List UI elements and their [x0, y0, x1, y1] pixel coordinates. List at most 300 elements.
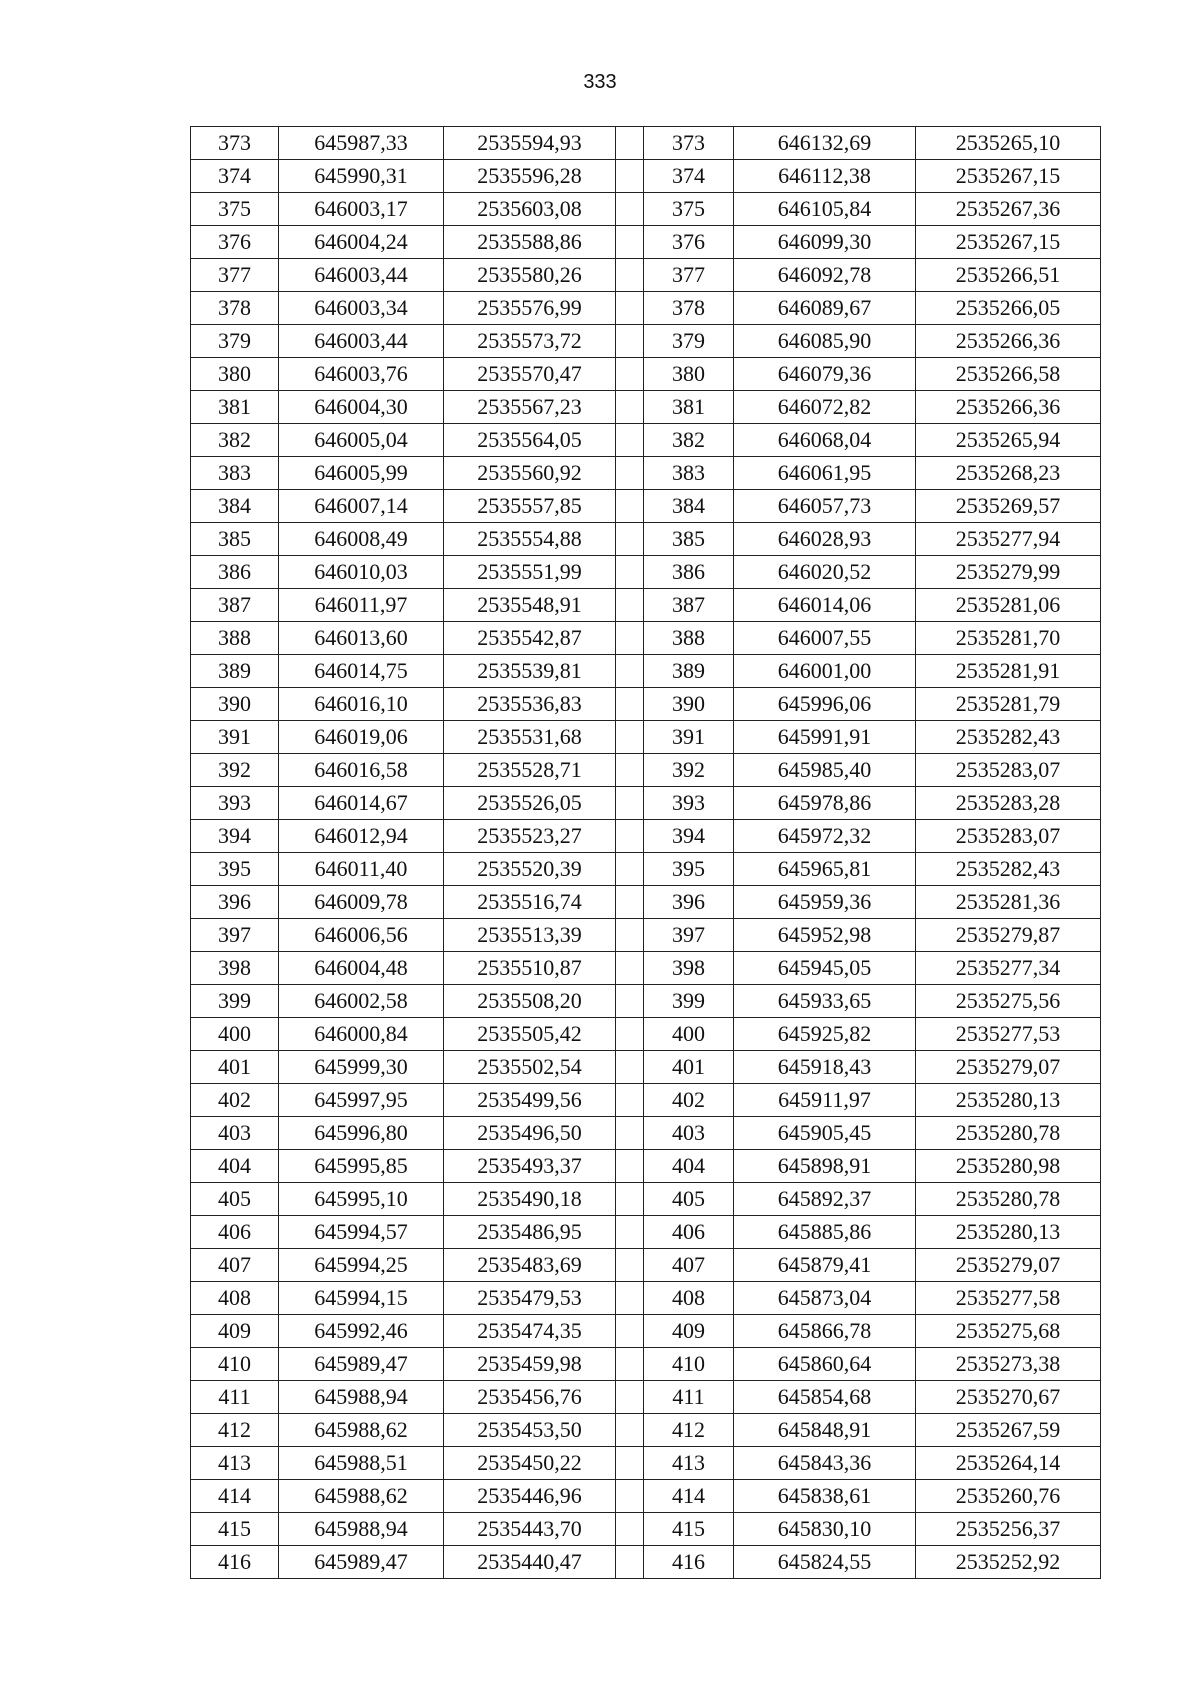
left-y-coordinate: 2535474,35 [444, 1315, 616, 1348]
separator-cell [616, 160, 644, 193]
left-point-number: 416 [191, 1546, 279, 1579]
separator-cell [616, 292, 644, 325]
right-x-coordinate: 646007,55 [734, 622, 916, 655]
right-y-coordinate: 2535281,06 [916, 589, 1101, 622]
separator-cell [616, 985, 644, 1018]
left-point-number: 409 [191, 1315, 279, 1348]
table-row [191, 1348, 1101, 1381]
left-point-number: 399 [191, 985, 279, 1018]
left-x-coordinate: 645988,94 [279, 1513, 444, 1546]
left-x-coordinate: 646005,04 [279, 424, 444, 457]
table-row [191, 655, 1101, 688]
right-y-coordinate: 2535280,78 [916, 1183, 1101, 1216]
table-row [191, 1216, 1101, 1249]
left-point-number: 392 [191, 754, 279, 787]
right-y-coordinate: 2535280,78 [916, 1117, 1101, 1150]
left-x-coordinate: 646016,10 [279, 688, 444, 721]
left-point-number: 376 [191, 226, 279, 259]
table-row [191, 556, 1101, 589]
left-x-coordinate: 645995,10 [279, 1183, 444, 1216]
right-y-coordinate: 2535268,23 [916, 457, 1101, 490]
right-point-number: 388 [644, 622, 734, 655]
table-row [191, 952, 1101, 985]
right-x-coordinate: 645933,65 [734, 985, 916, 1018]
left-x-coordinate: 645994,57 [279, 1216, 444, 1249]
left-x-coordinate: 645988,94 [279, 1381, 444, 1414]
left-y-coordinate: 2535542,87 [444, 622, 616, 655]
left-y-coordinate: 2535453,50 [444, 1414, 616, 1447]
left-y-coordinate: 2535560,92 [444, 457, 616, 490]
left-x-coordinate: 646012,94 [279, 820, 444, 853]
right-x-coordinate: 645996,06 [734, 688, 916, 721]
left-y-coordinate: 2535510,87 [444, 952, 616, 985]
right-y-coordinate: 2535277,58 [916, 1282, 1101, 1315]
right-x-coordinate: 646001,00 [734, 655, 916, 688]
left-y-coordinate: 2535490,18 [444, 1183, 616, 1216]
table-row [191, 1018, 1101, 1051]
left-x-coordinate: 645988,62 [279, 1480, 444, 1513]
right-x-coordinate: 645911,97 [734, 1084, 916, 1117]
page-number: 333 [583, 71, 617, 93]
right-point-number: 396 [644, 886, 734, 919]
right-x-coordinate: 645972,32 [734, 820, 916, 853]
table-row [191, 490, 1101, 523]
left-x-coordinate: 646003,17 [279, 193, 444, 226]
left-point-number: 374 [191, 160, 279, 193]
left-y-coordinate: 2535603,08 [444, 193, 616, 226]
right-y-coordinate: 2535264,14 [916, 1447, 1101, 1480]
left-x-coordinate: 646005,99 [279, 457, 444, 490]
left-y-coordinate: 2535548,91 [444, 589, 616, 622]
right-y-coordinate: 2535267,36 [916, 193, 1101, 226]
left-y-coordinate: 2535588,86 [444, 226, 616, 259]
left-x-coordinate: 646004,24 [279, 226, 444, 259]
left-y-coordinate: 2535508,20 [444, 985, 616, 1018]
separator-cell [616, 853, 644, 886]
left-point-number: 405 [191, 1183, 279, 1216]
left-point-number: 382 [191, 424, 279, 457]
right-point-number: 389 [644, 655, 734, 688]
left-x-coordinate: 646014,75 [279, 655, 444, 688]
right-x-coordinate: 645848,91 [734, 1414, 916, 1447]
separator-cell [616, 523, 644, 556]
right-y-coordinate: 2535256,37 [916, 1513, 1101, 1546]
right-x-coordinate: 646105,84 [734, 193, 916, 226]
separator-cell [616, 358, 644, 391]
right-point-number: 376 [644, 226, 734, 259]
right-point-number: 390 [644, 688, 734, 721]
table-row [191, 292, 1101, 325]
right-point-number: 380 [644, 358, 734, 391]
left-y-coordinate: 2535486,95 [444, 1216, 616, 1249]
table-row [191, 391, 1101, 424]
separator-cell [616, 820, 644, 853]
right-point-number: 405 [644, 1183, 734, 1216]
left-x-coordinate: 645988,62 [279, 1414, 444, 1447]
left-y-coordinate: 2535554,88 [444, 523, 616, 556]
right-x-coordinate: 645985,40 [734, 754, 916, 787]
left-point-number: 383 [191, 457, 279, 490]
left-point-number: 407 [191, 1249, 279, 1282]
table-row [191, 589, 1101, 622]
right-y-coordinate: 2535281,79 [916, 688, 1101, 721]
left-point-number: 412 [191, 1414, 279, 1447]
separator-cell [616, 1546, 644, 1579]
right-y-coordinate: 2535280,13 [916, 1216, 1101, 1249]
right-point-number: 409 [644, 1315, 734, 1348]
right-point-number: 398 [644, 952, 734, 985]
left-point-number: 411 [191, 1381, 279, 1414]
table-row [191, 1282, 1101, 1315]
right-point-number: 381 [644, 391, 734, 424]
right-x-coordinate: 645925,82 [734, 1018, 916, 1051]
right-y-coordinate: 2535283,28 [916, 787, 1101, 820]
right-y-coordinate: 2535275,56 [916, 985, 1101, 1018]
right-point-number: 385 [644, 523, 734, 556]
right-x-coordinate: 646092,78 [734, 259, 916, 292]
left-x-coordinate: 646011,40 [279, 853, 444, 886]
left-y-coordinate: 2535456,76 [444, 1381, 616, 1414]
table-row [191, 160, 1101, 193]
left-y-coordinate: 2535580,26 [444, 259, 616, 292]
left-point-number: 393 [191, 787, 279, 820]
left-point-number: 404 [191, 1150, 279, 1183]
table-row [191, 754, 1101, 787]
right-x-coordinate: 645885,86 [734, 1216, 916, 1249]
left-point-number: 414 [191, 1480, 279, 1513]
right-y-coordinate: 2535265,94 [916, 424, 1101, 457]
right-x-coordinate: 646099,30 [734, 226, 916, 259]
separator-cell [616, 688, 644, 721]
right-point-number: 387 [644, 589, 734, 622]
left-x-coordinate: 646003,76 [279, 358, 444, 391]
table-row [191, 1381, 1101, 1414]
right-point-number: 392 [644, 754, 734, 787]
right-point-number: 400 [644, 1018, 734, 1051]
left-y-coordinate: 2535536,83 [444, 688, 616, 721]
table-row [191, 523, 1101, 556]
separator-cell [616, 721, 644, 754]
right-x-coordinate: 646057,73 [734, 490, 916, 523]
separator-cell [616, 1051, 644, 1084]
left-y-coordinate: 2535596,28 [444, 160, 616, 193]
table-row [191, 1414, 1101, 1447]
separator-cell [616, 1216, 644, 1249]
left-point-number: 391 [191, 721, 279, 754]
left-y-coordinate: 2535526,05 [444, 787, 616, 820]
right-point-number: 384 [644, 490, 734, 523]
right-x-coordinate: 645892,37 [734, 1183, 916, 1216]
coordinates-table [190, 126, 1101, 1579]
table-row [191, 1117, 1101, 1150]
right-x-coordinate: 645918,43 [734, 1051, 916, 1084]
right-y-coordinate: 2535279,99 [916, 556, 1101, 589]
table-row [191, 1150, 1101, 1183]
right-point-number: 394 [644, 820, 734, 853]
left-point-number: 385 [191, 523, 279, 556]
right-point-number: 373 [644, 127, 734, 160]
left-x-coordinate: 645996,80 [279, 1117, 444, 1150]
left-x-coordinate: 645989,47 [279, 1348, 444, 1381]
table-row [191, 853, 1101, 886]
left-point-number: 378 [191, 292, 279, 325]
left-y-coordinate: 2535573,72 [444, 325, 616, 358]
right-point-number: 379 [644, 325, 734, 358]
table-row [191, 919, 1101, 952]
table-row [191, 622, 1101, 655]
table-row [191, 1183, 1101, 1216]
right-y-coordinate: 2535279,87 [916, 919, 1101, 952]
separator-cell [616, 490, 644, 523]
right-x-coordinate: 646132,69 [734, 127, 916, 160]
right-y-coordinate: 2535275,68 [916, 1315, 1101, 1348]
right-point-number: 401 [644, 1051, 734, 1084]
table-row [191, 1513, 1101, 1546]
separator-cell [616, 1117, 644, 1150]
left-x-coordinate: 646003,44 [279, 259, 444, 292]
right-y-coordinate: 2535260,76 [916, 1480, 1101, 1513]
left-x-coordinate: 645988,51 [279, 1447, 444, 1480]
left-y-coordinate: 2535570,47 [444, 358, 616, 391]
left-x-coordinate: 646019,06 [279, 721, 444, 754]
separator-cell [616, 391, 644, 424]
right-point-number: 399 [644, 985, 734, 1018]
left-point-number: 384 [191, 490, 279, 523]
left-point-number: 397 [191, 919, 279, 952]
right-y-coordinate: 2535269,57 [916, 490, 1101, 523]
right-point-number: 397 [644, 919, 734, 952]
left-y-coordinate: 2535440,47 [444, 1546, 616, 1579]
right-x-coordinate: 645873,04 [734, 1282, 916, 1315]
separator-cell [616, 886, 644, 919]
right-point-number: 395 [644, 853, 734, 886]
table-row [191, 1546, 1101, 1579]
right-point-number: 382 [644, 424, 734, 457]
left-point-number: 401 [191, 1051, 279, 1084]
right-y-coordinate: 2535273,38 [916, 1348, 1101, 1381]
left-point-number: 402 [191, 1084, 279, 1117]
table-row [191, 1447, 1101, 1480]
right-point-number: 393 [644, 787, 734, 820]
left-y-coordinate: 2535557,85 [444, 490, 616, 523]
right-y-coordinate: 2535266,36 [916, 391, 1101, 424]
right-point-number: 383 [644, 457, 734, 490]
separator-cell [616, 226, 644, 259]
left-point-number: 398 [191, 952, 279, 985]
right-y-coordinate: 2535282,43 [916, 853, 1101, 886]
separator-cell [616, 754, 644, 787]
right-y-coordinate: 2535266,36 [916, 325, 1101, 358]
separator-cell [616, 457, 644, 490]
left-point-number: 381 [191, 391, 279, 424]
left-x-coordinate: 646002,58 [279, 985, 444, 1018]
left-x-coordinate: 645994,15 [279, 1282, 444, 1315]
table-row [191, 820, 1101, 853]
left-y-coordinate: 2535551,99 [444, 556, 616, 589]
left-y-coordinate: 2535443,70 [444, 1513, 616, 1546]
separator-cell [616, 655, 644, 688]
left-point-number: 389 [191, 655, 279, 688]
right-x-coordinate: 646014,06 [734, 589, 916, 622]
right-point-number: 404 [644, 1150, 734, 1183]
right-point-number: 402 [644, 1084, 734, 1117]
right-x-coordinate: 645854,68 [734, 1381, 916, 1414]
left-y-coordinate: 2535502,54 [444, 1051, 616, 1084]
table-row [191, 1315, 1101, 1348]
right-x-coordinate: 645866,78 [734, 1315, 916, 1348]
separator-cell [616, 1018, 644, 1051]
left-point-number: 400 [191, 1018, 279, 1051]
right-point-number: 416 [644, 1546, 734, 1579]
right-point-number: 410 [644, 1348, 734, 1381]
right-y-coordinate: 2535266,05 [916, 292, 1101, 325]
left-y-coordinate: 2535479,53 [444, 1282, 616, 1315]
left-y-coordinate: 2535493,37 [444, 1150, 616, 1183]
left-point-number: 379 [191, 325, 279, 358]
table-row [191, 424, 1101, 457]
right-point-number: 408 [644, 1282, 734, 1315]
table-row [191, 226, 1101, 259]
right-x-coordinate: 646112,38 [734, 160, 916, 193]
left-y-coordinate: 2535528,71 [444, 754, 616, 787]
table-row [191, 358, 1101, 391]
right-point-number: 375 [644, 193, 734, 226]
right-y-coordinate: 2535277,94 [916, 523, 1101, 556]
left-point-number: 386 [191, 556, 279, 589]
left-x-coordinate: 645999,30 [279, 1051, 444, 1084]
right-x-coordinate: 645945,05 [734, 952, 916, 985]
right-y-coordinate: 2535266,58 [916, 358, 1101, 391]
left-x-coordinate: 646003,34 [279, 292, 444, 325]
separator-cell [616, 589, 644, 622]
left-y-coordinate: 2535594,93 [444, 127, 616, 160]
left-y-coordinate: 2535483,69 [444, 1249, 616, 1282]
right-x-coordinate: 645905,45 [734, 1117, 916, 1150]
separator-cell [616, 1249, 644, 1282]
left-point-number: 395 [191, 853, 279, 886]
left-x-coordinate: 645992,46 [279, 1315, 444, 1348]
left-x-coordinate: 645995,85 [279, 1150, 444, 1183]
right-y-coordinate: 2535252,92 [916, 1546, 1101, 1579]
left-y-coordinate: 2535505,42 [444, 1018, 616, 1051]
right-x-coordinate: 646061,95 [734, 457, 916, 490]
right-x-coordinate: 645965,81 [734, 853, 916, 886]
left-y-coordinate: 2535520,39 [444, 853, 616, 886]
left-x-coordinate: 645994,25 [279, 1249, 444, 1282]
left-point-number: 380 [191, 358, 279, 391]
right-y-coordinate: 2535267,59 [916, 1414, 1101, 1447]
separator-cell [616, 919, 644, 952]
right-x-coordinate: 645898,91 [734, 1150, 916, 1183]
separator-cell [616, 1315, 644, 1348]
right-x-coordinate: 646072,82 [734, 391, 916, 424]
coordinates-table-body [191, 127, 1101, 1579]
left-point-number: 388 [191, 622, 279, 655]
right-x-coordinate: 646068,04 [734, 424, 916, 457]
left-x-coordinate: 646008,49 [279, 523, 444, 556]
left-x-coordinate: 646004,30 [279, 391, 444, 424]
left-y-coordinate: 2535516,74 [444, 886, 616, 919]
left-x-coordinate: 645997,95 [279, 1084, 444, 1117]
right-point-number: 406 [644, 1216, 734, 1249]
left-x-coordinate: 646016,58 [279, 754, 444, 787]
separator-cell [616, 787, 644, 820]
right-x-coordinate: 645830,10 [734, 1513, 916, 1546]
left-x-coordinate: 646007,14 [279, 490, 444, 523]
table-row [191, 1249, 1101, 1282]
separator-cell [616, 127, 644, 160]
right-y-coordinate: 2535279,07 [916, 1249, 1101, 1282]
right-x-coordinate: 646085,90 [734, 325, 916, 358]
separator-cell [616, 259, 644, 292]
left-y-coordinate: 2535576,99 [444, 292, 616, 325]
table-row [191, 193, 1101, 226]
right-x-coordinate: 646020,52 [734, 556, 916, 589]
separator-cell [616, 1480, 644, 1513]
right-point-number: 414 [644, 1480, 734, 1513]
separator-cell [616, 1282, 644, 1315]
left-x-coordinate: 646014,67 [279, 787, 444, 820]
right-point-number: 411 [644, 1381, 734, 1414]
right-x-coordinate: 646089,67 [734, 292, 916, 325]
left-x-coordinate: 645990,31 [279, 160, 444, 193]
left-x-coordinate: 646006,56 [279, 919, 444, 952]
right-point-number: 413 [644, 1447, 734, 1480]
left-y-coordinate: 2535459,98 [444, 1348, 616, 1381]
separator-cell [616, 952, 644, 985]
table-row [191, 1084, 1101, 1117]
right-y-coordinate: 2535267,15 [916, 160, 1101, 193]
right-x-coordinate: 646079,36 [734, 358, 916, 391]
right-y-coordinate: 2535265,10 [916, 127, 1101, 160]
right-y-coordinate: 2535281,91 [916, 655, 1101, 688]
right-y-coordinate: 2535270,67 [916, 1381, 1101, 1414]
left-x-coordinate: 646003,44 [279, 325, 444, 358]
right-x-coordinate: 645843,36 [734, 1447, 916, 1480]
right-x-coordinate: 645952,98 [734, 919, 916, 952]
left-point-number: 375 [191, 193, 279, 226]
left-point-number: 387 [191, 589, 279, 622]
right-y-coordinate: 2535281,36 [916, 886, 1101, 919]
table-row [191, 457, 1101, 490]
right-point-number: 377 [644, 259, 734, 292]
left-y-coordinate: 2535531,68 [444, 721, 616, 754]
separator-cell [616, 1513, 644, 1546]
left-y-coordinate: 2535523,27 [444, 820, 616, 853]
right-point-number: 391 [644, 721, 734, 754]
separator-cell [616, 1414, 644, 1447]
right-point-number: 378 [644, 292, 734, 325]
right-point-number: 407 [644, 1249, 734, 1282]
left-y-coordinate: 2535567,23 [444, 391, 616, 424]
left-y-coordinate: 2535513,39 [444, 919, 616, 952]
right-point-number: 386 [644, 556, 734, 589]
left-y-coordinate: 2535564,05 [444, 424, 616, 457]
right-y-coordinate: 2535266,51 [916, 259, 1101, 292]
right-x-coordinate: 645860,64 [734, 1348, 916, 1381]
table-row [191, 688, 1101, 721]
right-y-coordinate: 2535281,70 [916, 622, 1101, 655]
table-row [191, 1051, 1101, 1084]
left-point-number: 373 [191, 127, 279, 160]
table-row [191, 325, 1101, 358]
right-y-coordinate: 2535280,13 [916, 1084, 1101, 1117]
right-x-coordinate: 645879,41 [734, 1249, 916, 1282]
separator-cell [616, 1084, 644, 1117]
right-y-coordinate: 2535277,34 [916, 952, 1101, 985]
left-point-number: 406 [191, 1216, 279, 1249]
right-x-coordinate: 645978,86 [734, 787, 916, 820]
